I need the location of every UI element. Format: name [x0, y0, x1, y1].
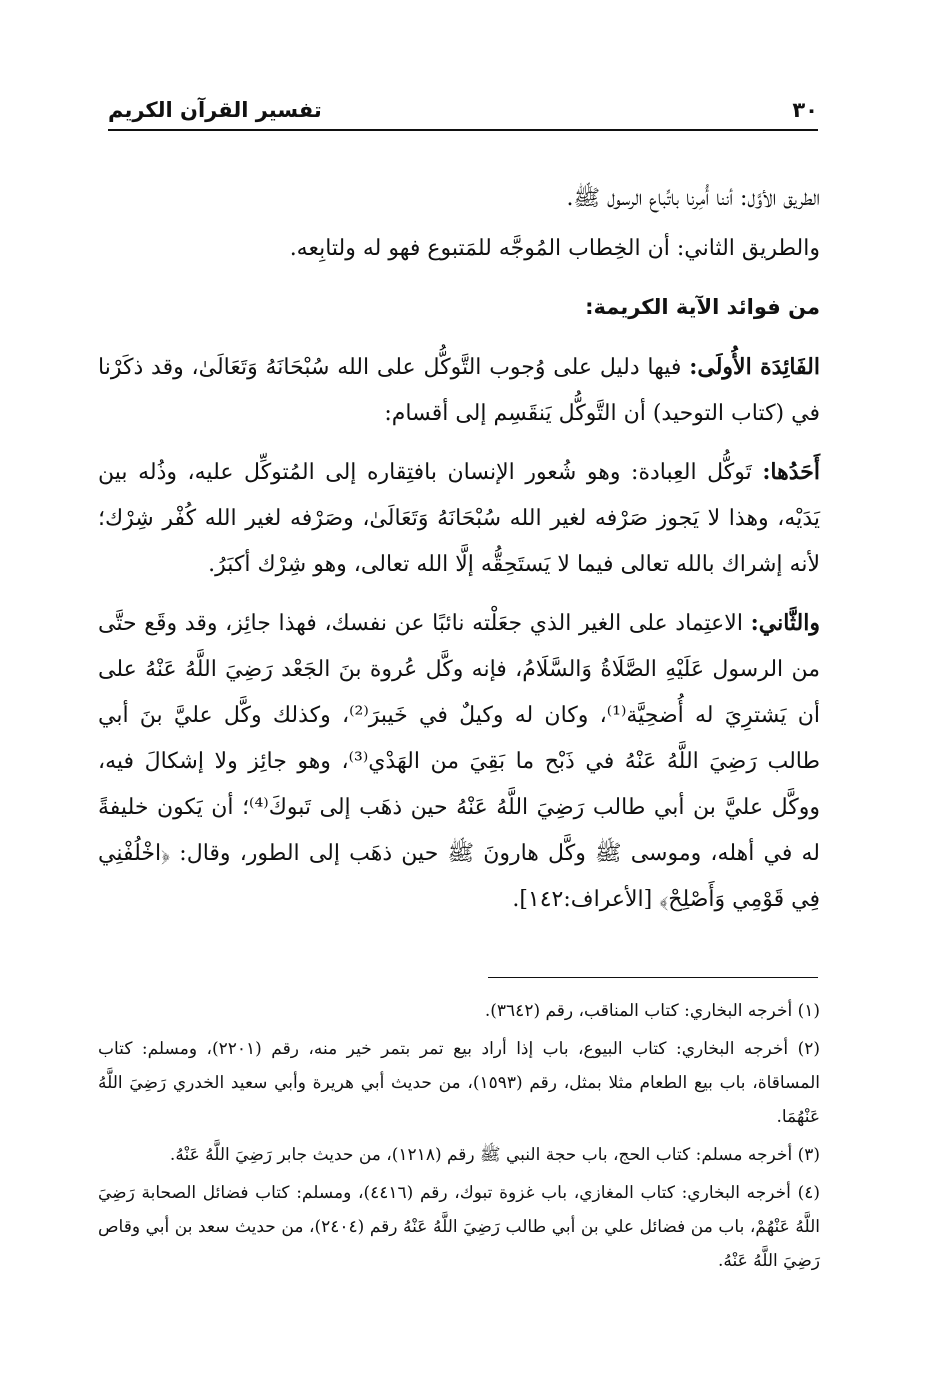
first-type-lead: أَحَدُها: [762, 459, 820, 485]
second-type-text: الاعتِماد على الغير الذي جعَلْته نائبًا عن نفسك، فهذا جائِز، وقد وقَع حتَّى من الرسول عَلَيْهِ الصَّلَاةُ وَالسَّلَامُ، فإنه وكَّل عُروة بنَ الجَعْد رَضِيَ اللَّهُ عَنْهُ على أن يَشترِيَ له أُضحِيَّة⁽¹⁾، وكان له وكيلٌ في خَيبرَ⁽²⁾، وكذلك وكَّل عليَّ بنَ أبي طالب رَضِيَ اللَّهُ عَنْهُ في ذَبْح ما بَقِيَ من الهَدْي⁽³⁾، وهو جائِز ولا إشكالَ فيه، ووكَّل عليَّ بن أبي طالب رَضِيَ اللَّهُ عَنْهُ حين ذهَب إلى تَبوكَ⁽⁴⁾؛ أن يَكون خليفةً له في أهله، وموسى ﷺ وكَّل هارونَ ﷺ حين ذهَب إلى الطور، وقال: ﴿اخْلُفْنِي فِي قَوْمِي وَأَصْلِحْ﴾ [الأعراف:١٤٢]. [98, 611, 821, 912]
footnotes [98, 994, 820, 1282]
running-title: تفسير القرآن الكريم [108, 98, 322, 122]
paragraph-second-type [98, 600, 820, 923]
paragraph-benefit-one [98, 344, 820, 437]
header-rule [108, 129, 818, 131]
paragraph-way-two: والطريق الثاني: أن الخِطاب المُوجَّه للمَتبوع فهو له ولتابِعه. [289, 236, 820, 261]
main-text [98, 176, 820, 935]
footnote-1: (١) أخرجه البخاري: كتاب المناقب، رقم (٣٦٤٢). [484, 1001, 820, 1021]
benefit-one-lead: الفَائِدَة الأُولَى: [689, 354, 820, 380]
second-type-lead: والثَّاني: [750, 610, 820, 636]
paragraph-way-one: الطريق الأوَّل: أننا أُمِرنا باتِّباع الرسول ﷺ. [566, 186, 820, 211]
benefit-one-text: فيها دليل على وُجوب التَّوكُّل على الله سُبْحَانَهُ وَتَعَالَىٰ، وقد ذكَرْنا في (كتاب التوحيد) أن التَّوكُّل يَنقَسِم إلى أقسام: [98, 355, 820, 426]
paragraph-first-type [98, 449, 820, 588]
first-type-text: تَوكُّل العِبادة: وهو شُعور الإنسان بافتِقاره إلى المُتوكِّل عليه، وذُله بين يَدَيْه، وهذا لا يَجوز صَرْفه لغير الله سُبْحَانَهُ وَتَعَالَىٰ، وصَرْفه لغير الله كُفْر شِرْك؛ لأنه إشراك بالله تعالى فيما لا يَستَحِقُّه إلَّا الله تعالى، وهو شِرْك أكبَرُ. [98, 460, 820, 577]
footnote-2: (٢) أخرجه البخاري: كتاب البيوع، باب إذا أراد بيع تمر بتمر خير منه، رقم (٢٢٠١)، ومسلم: كتاب المساقاة، باب بيع الطعام مثلا بمثل، رقم (١٥٩٣)، من حديث أبي هريرة وأبي سعيد الخدري رَضِيَ اللَّهُ عَنْهُمَا. [98, 1039, 820, 1127]
page-header [108, 92, 818, 132]
section-heading: من فوائد الآية الكريمة: [585, 295, 820, 319]
footnote-4: (٤) أخرجه البخاري: كتاب المغازي، باب غزوة تبوك، رقم (٤٤١٦)، ومسلم: كتاب فضائل الصحابة رَضِيَ اللَّهُ عَنْهُمْ، باب من فضائل علي بن أبي طالب رَضِيَ اللَّهُ عَنْهُ رقم (٢٤٠٤)، من حديث سعد بن أبي وقاص رَضِيَ اللَّهُ عَنْهُ. [98, 1183, 820, 1271]
footnote-separator [488, 977, 818, 978]
page-number: ٣٠ [792, 98, 818, 122]
footnote-3: (٣) أخرجه مسلم: كتاب الحج، باب حجة النبي ﷺ رقم (١٢١٨)، من حديث جابر رَضِيَ اللَّهُ عَنْهُ. [169, 1145, 820, 1165]
